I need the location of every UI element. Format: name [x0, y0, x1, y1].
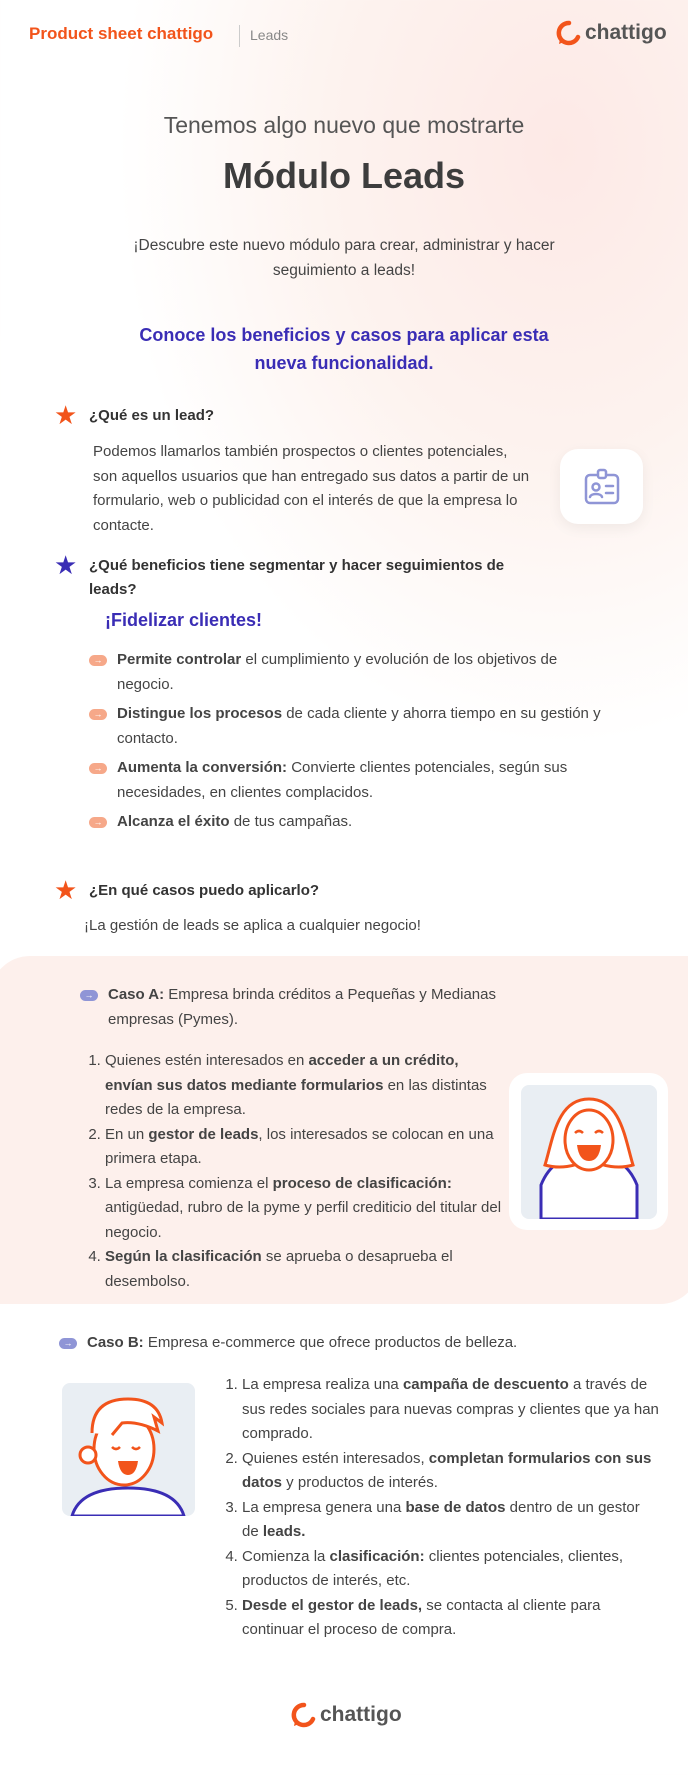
benefit-item [89, 810, 609, 835]
case-b-steps [220, 1373, 660, 1643]
text: en las distintas redes de la empresa. [105, 1076, 487, 1118]
step-item [105, 1172, 503, 1246]
answer-what-is-lead: Podemos llamarlos también prospectos o clientes potenciales, son aquellos usuarios que han entregado sus datos a partir de un formulario, web o publicidad con el interés de que la empresa lo contacte. [93, 443, 530, 534]
step-item [242, 1545, 660, 1594]
benefit-item [89, 756, 609, 805]
bold-text: clasificación: [329, 1547, 425, 1565]
header-title: Product sheet chattigo [29, 24, 214, 43]
bold-text: Permite controlar [117, 651, 242, 668]
star-icon: ★ [54, 550, 78, 580]
benefit-text [117, 648, 609, 697]
arrow-icon: → [89, 817, 107, 828]
step-item [242, 1594, 660, 1643]
star-icon: ★ [54, 875, 78, 905]
bold-text: gestor de leads [148, 1125, 259, 1143]
text: antigüedad, rubro de la pyme y perfil crediticio del titular del negocio. [105, 1199, 502, 1241]
case-a-heading [80, 983, 540, 1032]
step-item [242, 1496, 660, 1545]
text: a través de sus redes sociales para nuevas compras y clientes que ya han comprado. [242, 1376, 659, 1442]
logo-text: chattigo [320, 1703, 402, 1726]
text: de tus campañas. [229, 813, 353, 830]
header-divider [239, 25, 240, 47]
man-illustration [62, 1383, 195, 1516]
chattigo-logo-icon [556, 20, 582, 46]
arrow-icon: → [59, 1338, 77, 1349]
bold-text: Aumenta la conversión: [117, 759, 288, 776]
case-a-steps [83, 1049, 503, 1294]
bold-text: Distingue los procesos [117, 705, 283, 722]
case-b-text: Empresa e-commerce que ofrece productos de belleza. [143, 1334, 518, 1351]
text: La empresa genera una [242, 1498, 406, 1516]
benefits-highlight: ¡Fidelizar clientes! [105, 610, 263, 630]
case-a-text: Empresa brinda créditos a Pequeñas y Medianas empresas (Pymes). [108, 986, 496, 1028]
benefit-text [117, 702, 609, 751]
bold-text: leads. [262, 1523, 306, 1540]
text: En un [105, 1125, 149, 1143]
text: , los interesados se colocan en una primera etapa. [105, 1125, 494, 1167]
bold-text: Desde el gestor de leads, [242, 1596, 423, 1614]
logo-text: chattigo [585, 21, 667, 44]
text: Convierte clientes potenciales, según sus necesidades, en clientes complacidos. [117, 759, 568, 801]
text: dentro de un gestor de [242, 1498, 640, 1540]
text: Quienes estén interesados en [105, 1052, 309, 1069]
text: y productos de interés. [282, 1474, 438, 1491]
text: clientes potenciales, clientes, productos de interés, etc. [242, 1547, 624, 1589]
bold-text: Según la clasificación [105, 1248, 262, 1265]
contact-card-icon [560, 449, 643, 524]
bold-text: base de datos [405, 1498, 506, 1516]
text: La empresa comienza el [105, 1174, 273, 1192]
text: se contacta al cliente para continuar el proceso de compra. [242, 1596, 601, 1638]
bold-text: proceso de clasificación: [272, 1174, 452, 1192]
bold-text: campaña de descuento [402, 1376, 569, 1393]
text: de cada cliente y ahorra tiempo en su gestión y contacto. [117, 705, 601, 747]
case-a-label: Caso A: [108, 986, 165, 1003]
hero-cta: Conoce los beneficios y casos para aplicar esta nueva funcionalidad. [139, 325, 549, 373]
woman-illustration [509, 1073, 668, 1230]
step-item [105, 1245, 503, 1294]
hero-description: ¡Descubre este nuevo módulo para crear, administrar y hacer seguimiento a leads! [133, 237, 555, 279]
arrow-icon: → [80, 990, 98, 1001]
answer-cases: ¡La gestión de leads se aplica a cualquier negocio! [84, 917, 421, 934]
hero-subtitle: Tenemos algo nuevo que mostrarte [163, 112, 525, 138]
benefits-list [89, 648, 609, 840]
benefit-item [89, 702, 609, 751]
case-b-label: Caso B: [87, 1334, 144, 1351]
chattigo-logo-icon [291, 1702, 317, 1728]
step-item [242, 1373, 660, 1447]
benefit-item [89, 648, 609, 697]
bold-text: Alcanza el éxito [117, 813, 230, 830]
question-cases: ¿En qué casos puedo aplicarlo? [89, 882, 320, 899]
header-section: Leads [250, 27, 289, 43]
footer-logo [291, 1702, 402, 1728]
step-item [105, 1049, 503, 1123]
arrow-icon: → [89, 655, 107, 666]
benefit-text [117, 810, 352, 835]
question-what-is-lead: ¿Qué es un lead? [89, 407, 215, 424]
text: se aprueba o desaprueba el desembolso. [105, 1248, 453, 1290]
text: Comienza la [242, 1547, 330, 1565]
text: Quienes estén interesados, [242, 1449, 429, 1467]
benefit-text [117, 756, 609, 805]
page-title: Módulo Leads [223, 155, 465, 196]
chattigo-logo [556, 20, 667, 46]
bold-text: completan formularios con sus datos [242, 1449, 652, 1491]
question-benefits: ¿Qué beneficios tiene segmentar y hacer seguimientos de leads? [89, 557, 505, 598]
case-b-heading [59, 1331, 619, 1356]
step-item [105, 1123, 503, 1172]
step-item [242, 1447, 660, 1496]
arrow-icon: → [89, 709, 107, 720]
star-icon: ★ [54, 400, 78, 430]
text: el cumplimiento y evolución de los objetivos de negocio. [117, 651, 558, 693]
text: La empresa realiza una [242, 1376, 403, 1393]
bold-text: acceder a un crédito, envían sus datos mediante formularios [105, 1052, 459, 1094]
arrow-icon: → [89, 763, 107, 774]
